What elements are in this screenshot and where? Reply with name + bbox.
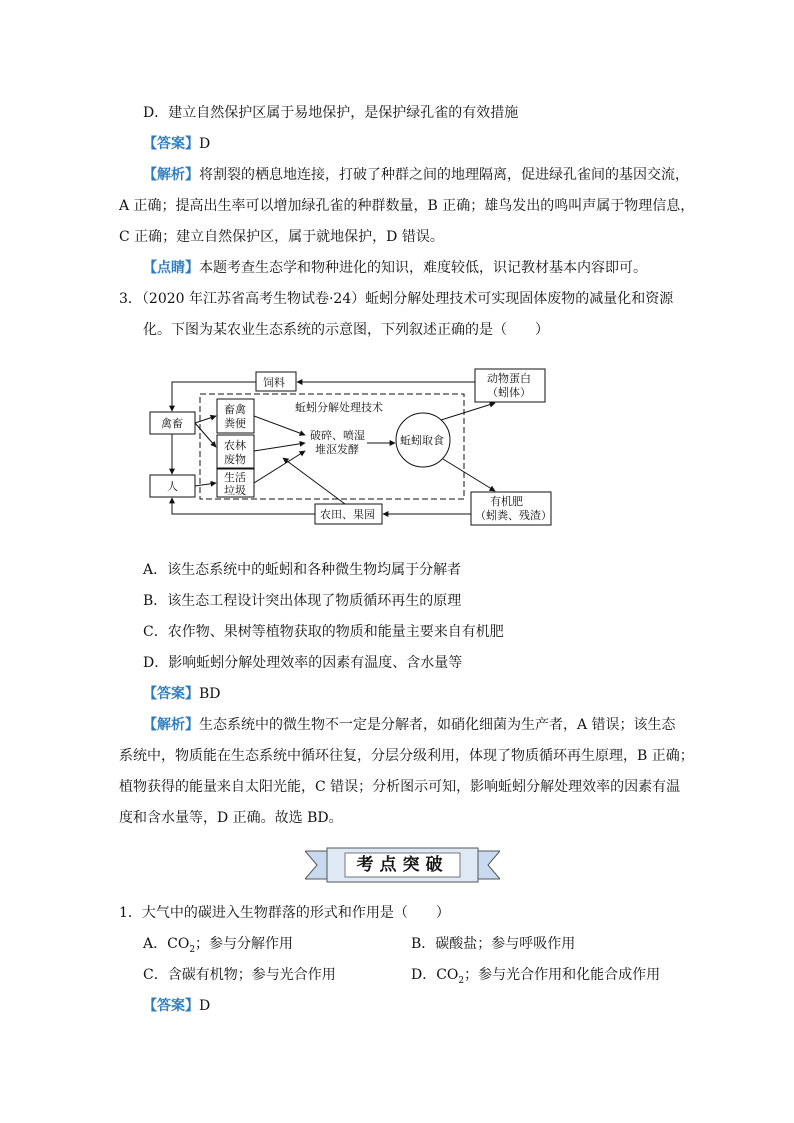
analysis-tag: 【解析】 bbox=[143, 717, 199, 733]
fertilizer-label-2: （蚓粪、残渣） bbox=[475, 509, 552, 522]
process-label-2: 堆沤发酵 bbox=[315, 443, 359, 456]
garbage-label-1: 生活 bbox=[224, 471, 246, 484]
q3-option-c: C．农作物、果树等植物获取的物质和能量主要来自有机肥 bbox=[143, 624, 504, 640]
q3-option-b: B．该生态工程设计突出体现了物质循环再生的原理 bbox=[143, 593, 462, 609]
farm-label: 农田、果园 bbox=[320, 508, 375, 521]
waste-label-1: 农林 bbox=[224, 439, 246, 452]
feed-label: 饲料 bbox=[263, 376, 285, 389]
q3-analysis-line-3: 植物获得的能量来自太阳光能，C 错误；分析图示可知，影响蚯蚓分解处理效率的因素有温 bbox=[119, 779, 681, 795]
analysis-text: 将割裂的栖息地连接，打破了种群之间的地理隔离，促进绿孔雀间的基因交流， bbox=[199, 167, 689, 183]
q3-stem-line-2: 化。下图为某农业生态系统的示意图，下列叙述正确的是（ ） bbox=[143, 322, 549, 338]
answer-tag: 【答案】 bbox=[143, 686, 199, 702]
analysis-tag: 【解析】 bbox=[143, 167, 199, 183]
human-label: 人 bbox=[167, 480, 178, 493]
manure-label-1: 畜禽 bbox=[224, 403, 246, 416]
point-text: 本题考查生态学和物种进化的知识，难度较低，识记教材基本内容即可。 bbox=[199, 260, 647, 276]
q1-stem: 1．大气中的碳进入生物群落的形式和作用是（ ） bbox=[119, 905, 450, 921]
earthworm-label: 蚯蚓取食 bbox=[400, 434, 444, 447]
subscript-2: 2 bbox=[189, 944, 196, 955]
section-banner-title: 考点突破 bbox=[356, 855, 449, 875]
q3-answer bbox=[143, 684, 221, 704]
prev-analysis-line-2: A 正确；提高出生率可以增加绿孔雀的种群数量，B 正确；雄鸟发出的鸣叫声属于物理信息， bbox=[119, 198, 695, 214]
answer-value: D bbox=[199, 136, 211, 152]
garbage-label-2: 垃圾 bbox=[224, 484, 246, 497]
answer-value: BD bbox=[199, 686, 221, 702]
q3-analysis-line-2: 系统中，物质能在生态系统中循环往复，分层分级利用，体现了物质循环再生原理，B 正确； bbox=[119, 748, 694, 764]
subscript-2: 2 bbox=[458, 975, 465, 986]
waste-label-2: 废物 bbox=[224, 453, 246, 466]
q1-answer bbox=[143, 996, 210, 1016]
point-tag: 【点睛】 bbox=[143, 260, 199, 276]
q1-option-a-post: ；参与分解作用 bbox=[195, 936, 294, 952]
q3-stem-line-1: 3．（2020 年江苏省高考生物试卷·24）蚯蚓分解处理技术可实现固体废物的减量化和资源 bbox=[119, 291, 674, 307]
prev-answer bbox=[143, 134, 210, 154]
q1-option-d-pre: D．CO bbox=[411, 967, 459, 983]
q1-option-b: B．碳酸盐；参与呼吸作用 bbox=[411, 936, 576, 952]
protein-label-2: （蚓体） bbox=[487, 386, 531, 399]
answer-value: D bbox=[199, 998, 211, 1014]
q1-option-d bbox=[411, 965, 660, 991]
prev-analysis-line-1 bbox=[143, 165, 689, 185]
q1-option-c: C．含碳有机物；参与光合作用 bbox=[143, 967, 336, 983]
answer-tag: 【答案】 bbox=[143, 998, 199, 1014]
prev-option-d: D．建立自然保护区属于易地保护，是保护绿孔雀的有效措施 bbox=[143, 105, 519, 121]
tech-label: 蚯蚓分解处理技术 bbox=[295, 401, 383, 414]
q1-option-a bbox=[143, 934, 293, 960]
manure-label-2: 粪便 bbox=[224, 417, 246, 430]
ecosystem-diagram bbox=[145, 365, 555, 530]
livestock-label: 禽畜 bbox=[161, 417, 183, 430]
analysis-text: 生态系统中的微生物不一定是分解者，如硝化细菌为生产者，A 错误；该生态 bbox=[199, 717, 676, 733]
q3-analysis-line-4: 度和含水量等，D 正确。故选 BD。 bbox=[119, 810, 343, 826]
process-label-1: 破碎、喷湿 bbox=[310, 429, 365, 442]
q1-option-a-pre: A．CO bbox=[143, 936, 190, 952]
prev-point bbox=[143, 258, 647, 278]
fertilizer-label-1: 有机肥 bbox=[490, 495, 523, 508]
protein-label-1: 动物蛋白 bbox=[487, 372, 531, 385]
q1-option-d-post: ；参与光合作用和化能合成作用 bbox=[464, 967, 661, 983]
q3-analysis-line-1 bbox=[143, 715, 676, 735]
q3-option-a: A．该生态系统中的蚯蚓和各种微生物均属于分解者 bbox=[143, 562, 462, 578]
q3-option-d: D．影响蚯蚓分解处理效率的因素有温度、含水量等 bbox=[143, 655, 463, 671]
answer-tag: 【答案】 bbox=[143, 136, 199, 152]
prev-analysis-line-3: C 正确；建立自然保护区，属于就地保护，D 错误。 bbox=[119, 229, 444, 245]
